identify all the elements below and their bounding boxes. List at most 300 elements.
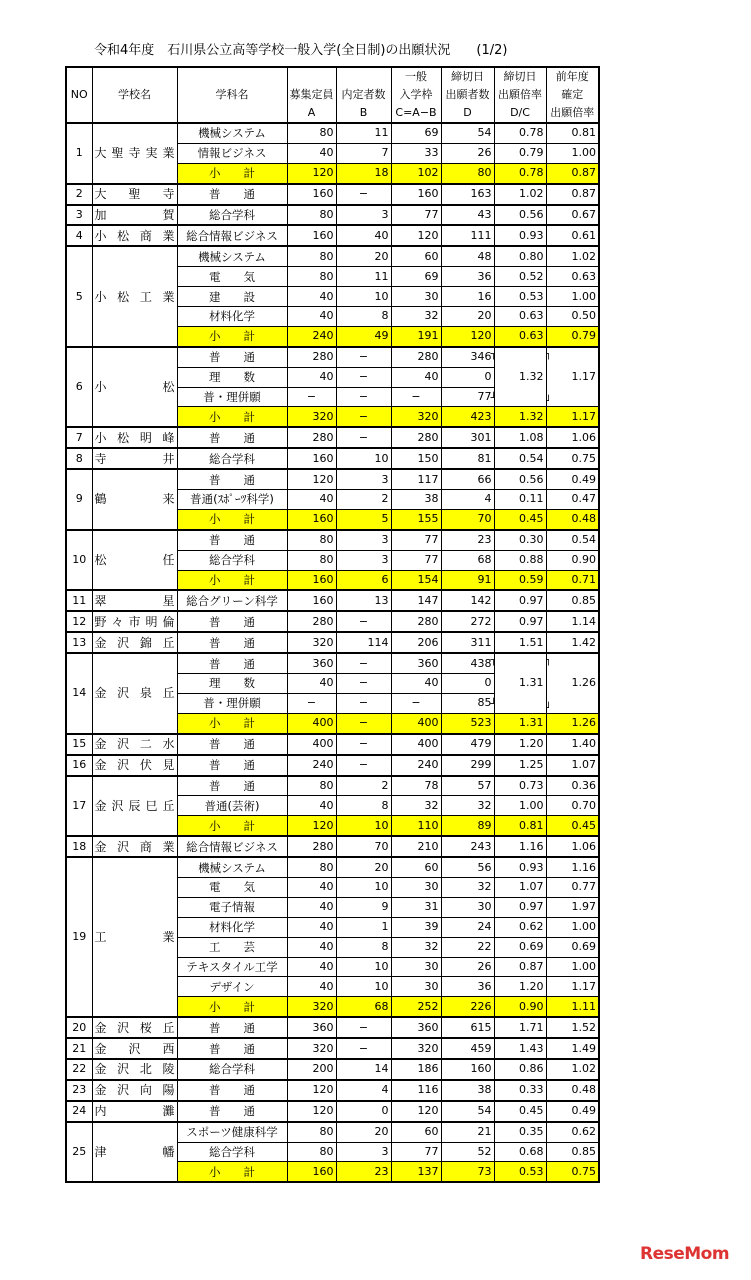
value-d: 73 bbox=[441, 1162, 494, 1182]
value-dc: 0.93 bbox=[494, 225, 546, 246]
value-d: 160 bbox=[441, 1059, 494, 1080]
value-a: 120 bbox=[287, 163, 336, 183]
school-group bbox=[66, 1038, 599, 1059]
school-number: 10 bbox=[66, 530, 92, 591]
department-name: スポーツ健康科学 bbox=[177, 1122, 287, 1142]
value-a: 360 bbox=[287, 653, 336, 673]
value-b: 5 bbox=[336, 509, 391, 529]
value-dc: 0.68 bbox=[494, 1142, 546, 1162]
header-d: 締切日 bbox=[441, 67, 494, 86]
school-group bbox=[66, 776, 599, 837]
value-prev: 0.63 bbox=[546, 267, 599, 287]
school-name: 小松明峰 bbox=[92, 427, 177, 448]
department-name: 普 通 bbox=[177, 632, 287, 653]
table-row bbox=[66, 1101, 599, 1122]
school-group bbox=[66, 1059, 599, 1080]
value-dc: 0.63 bbox=[494, 326, 546, 346]
table-row bbox=[66, 590, 599, 611]
value-d: 66 bbox=[441, 469, 494, 489]
value-c: − bbox=[391, 693, 441, 713]
value-c: 117 bbox=[391, 469, 441, 489]
merged-dc-cell: 1.32 bbox=[494, 347, 546, 407]
value-dc: 0.93 bbox=[494, 857, 546, 877]
value-dc: 0.35 bbox=[494, 1122, 546, 1142]
value-d: 615 bbox=[441, 1017, 494, 1038]
value-c: 160 bbox=[391, 184, 441, 205]
school-group bbox=[66, 530, 599, 591]
school-number: 21 bbox=[66, 1038, 92, 1059]
value-d: 54 bbox=[441, 123, 494, 143]
value-c: 400 bbox=[391, 734, 441, 755]
department-name: 総合グリーン科学 bbox=[177, 590, 287, 611]
value-d: 38 bbox=[441, 1080, 494, 1101]
value-a: 400 bbox=[287, 734, 336, 755]
value-prev: 1.07 bbox=[546, 755, 599, 776]
value-dc: 0.86 bbox=[494, 1059, 546, 1080]
value-prev: 0.87 bbox=[546, 163, 599, 183]
school-group bbox=[66, 590, 599, 611]
value-d: 26 bbox=[441, 143, 494, 163]
value-prev: 1.00 bbox=[546, 143, 599, 163]
value-c: 102 bbox=[391, 163, 441, 183]
value-a: 280 bbox=[287, 836, 336, 857]
value-c: 252 bbox=[391, 997, 441, 1017]
value-prev: 0.77 bbox=[546, 877, 599, 897]
value-c: 320 bbox=[391, 1038, 441, 1059]
value-a: 400 bbox=[287, 713, 336, 733]
table-header bbox=[66, 67, 599, 123]
value-b: − bbox=[336, 653, 391, 673]
subtotal-label: 小 計 bbox=[177, 997, 287, 1017]
value-c: 30 bbox=[391, 877, 441, 897]
value-c: 31 bbox=[391, 897, 441, 917]
value-prev: 0.48 bbox=[546, 509, 599, 529]
value-c: 186 bbox=[391, 1059, 441, 1080]
value-b: 8 bbox=[336, 307, 391, 327]
value-b: 10 bbox=[336, 287, 391, 307]
value-dc: 1.20 bbox=[494, 977, 546, 997]
department-name: 材料化学 bbox=[177, 307, 287, 327]
value-b: − bbox=[336, 427, 391, 448]
value-d: 142 bbox=[441, 590, 494, 611]
value-prev: 0.62 bbox=[546, 1122, 599, 1142]
value-c: 360 bbox=[391, 1017, 441, 1038]
value-dc: 0.88 bbox=[494, 550, 546, 570]
school-number: 11 bbox=[66, 590, 92, 611]
value-b: 49 bbox=[336, 326, 391, 346]
value-a: 40 bbox=[287, 490, 336, 510]
department-name: 普・理併願 bbox=[177, 387, 287, 407]
value-b: 68 bbox=[336, 997, 391, 1017]
school-group bbox=[66, 246, 599, 346]
value-prev: 0.70 bbox=[546, 796, 599, 816]
school-group bbox=[66, 611, 599, 632]
value-dc: 1.51 bbox=[494, 632, 546, 653]
header-a: A bbox=[287, 104, 336, 123]
value-prev: 1.42 bbox=[546, 632, 599, 653]
value-dc: 0.62 bbox=[494, 917, 546, 937]
school-number: 3 bbox=[66, 205, 92, 226]
department-name: 普・理併願 bbox=[177, 693, 287, 713]
value-c: 280 bbox=[391, 611, 441, 632]
value-a: 40 bbox=[287, 957, 336, 977]
value-a: 240 bbox=[287, 326, 336, 346]
value-dc: 0.54 bbox=[494, 448, 546, 469]
value-a: − bbox=[287, 387, 336, 407]
value-dc: 1.02 bbox=[494, 184, 546, 205]
value-d: 20 bbox=[441, 307, 494, 327]
value-b: 7 bbox=[336, 143, 391, 163]
department-name: デザイン bbox=[177, 977, 287, 997]
school-name: 松任 bbox=[92, 530, 177, 591]
value-d: 77 ┘ bbox=[441, 387, 494, 407]
table-row bbox=[66, 205, 599, 226]
header-prev: 確定 bbox=[546, 86, 599, 104]
school-number: 13 bbox=[66, 632, 92, 653]
school-name: 金沢商業 bbox=[92, 836, 177, 857]
school-name: 金沢泉丘 bbox=[92, 653, 177, 734]
department-name: 工 芸 bbox=[177, 937, 287, 957]
value-dc: 1.16 bbox=[494, 836, 546, 857]
value-c: 120 bbox=[391, 225, 441, 246]
value-prev: 0.75 bbox=[546, 1162, 599, 1182]
school-name: 大聖寺実業 bbox=[92, 123, 177, 184]
value-a: 160 bbox=[287, 570, 336, 590]
value-c: 33 bbox=[391, 143, 441, 163]
value-d: 56 bbox=[441, 857, 494, 877]
school-name: 野々市明倫 bbox=[92, 611, 177, 632]
school-group bbox=[66, 427, 599, 448]
value-a: 40 bbox=[287, 977, 336, 997]
value-prev: 1.06 bbox=[546, 427, 599, 448]
department-name: 電子情報 bbox=[177, 897, 287, 917]
value-dc: 0.80 bbox=[494, 246, 546, 266]
school-name: 金沢桜丘 bbox=[92, 1017, 177, 1038]
value-prev: 1.52 bbox=[546, 1017, 599, 1038]
value-c: 206 bbox=[391, 632, 441, 653]
value-prev: 1.17 bbox=[546, 977, 599, 997]
value-dc: 1.71 bbox=[494, 1017, 546, 1038]
value-c: 30 bbox=[391, 957, 441, 977]
header-a bbox=[287, 67, 336, 86]
department-name: 機械システム bbox=[177, 123, 287, 143]
value-b: 2 bbox=[336, 490, 391, 510]
value-b: 10 bbox=[336, 877, 391, 897]
value-c: 69 bbox=[391, 123, 441, 143]
value-prev: 1.00 bbox=[546, 917, 599, 937]
school-name: 津幡 bbox=[92, 1122, 177, 1183]
table-row bbox=[66, 123, 599, 143]
value-b: − bbox=[336, 611, 391, 632]
department-name: 総合学科 bbox=[177, 1142, 287, 1162]
value-dc: 0.78 bbox=[494, 163, 546, 183]
value-prev: 0.69 bbox=[546, 937, 599, 957]
department-name: 普 通 bbox=[177, 755, 287, 776]
school-group bbox=[66, 857, 599, 1017]
value-d: 301 bbox=[441, 427, 494, 448]
value-c: 155 bbox=[391, 509, 441, 529]
department-name: 普 通 bbox=[177, 427, 287, 448]
value-d: 32 bbox=[441, 877, 494, 897]
value-d: 0 bbox=[441, 367, 494, 387]
value-prev: 1.26 bbox=[546, 713, 599, 733]
department-name: 普 通 bbox=[177, 1038, 287, 1059]
school-name: 金沢西 bbox=[92, 1038, 177, 1059]
value-d: 91 bbox=[441, 570, 494, 590]
department-name: 機械システム bbox=[177, 246, 287, 266]
school-name: 小松 bbox=[92, 347, 177, 428]
value-dc: 0.45 bbox=[494, 509, 546, 529]
table-row bbox=[66, 857, 599, 877]
value-b: − bbox=[336, 693, 391, 713]
school-number: 22 bbox=[66, 1059, 92, 1080]
table-row bbox=[66, 776, 599, 796]
value-prev: 0.71 bbox=[546, 570, 599, 590]
value-b: 2 bbox=[336, 776, 391, 796]
value-a: 160 bbox=[287, 225, 336, 246]
value-a: 40 bbox=[287, 877, 336, 897]
value-d: 272 bbox=[441, 611, 494, 632]
value-d: 243 bbox=[441, 836, 494, 857]
school-group bbox=[66, 755, 599, 776]
value-dc: 0.90 bbox=[494, 997, 546, 1017]
logo-text: ReseMom bbox=[640, 1244, 730, 1264]
school-name: 内灘 bbox=[92, 1101, 177, 1122]
value-d: 70 bbox=[441, 509, 494, 529]
value-c: − bbox=[391, 387, 441, 407]
table-row bbox=[66, 469, 599, 489]
value-a: 40 bbox=[287, 897, 336, 917]
school-name: 加賀 bbox=[92, 205, 177, 226]
school-group bbox=[66, 1122, 599, 1183]
school-number: 16 bbox=[66, 755, 92, 776]
value-c: 191 bbox=[391, 326, 441, 346]
value-prev: 1.00 bbox=[546, 957, 599, 977]
value-prev: 0.85 bbox=[546, 590, 599, 611]
table-row bbox=[66, 1122, 599, 1142]
value-dc: 0.52 bbox=[494, 267, 546, 287]
table-row bbox=[66, 246, 599, 266]
school-number: 19 bbox=[66, 857, 92, 1017]
value-prev: 0.49 bbox=[546, 1101, 599, 1122]
value-b: − bbox=[336, 407, 391, 427]
header-b bbox=[336, 67, 391, 86]
value-b: 10 bbox=[336, 957, 391, 977]
value-a: 40 bbox=[287, 287, 336, 307]
school-name: 金沢向陽 bbox=[92, 1080, 177, 1101]
school-group bbox=[66, 653, 599, 734]
value-dc: 0.11 bbox=[494, 490, 546, 510]
school-name: 小松商業 bbox=[92, 225, 177, 246]
value-dc: 0.59 bbox=[494, 570, 546, 590]
value-d: 226 bbox=[441, 997, 494, 1017]
value-d: 423 bbox=[441, 407, 494, 427]
school-number: 2 bbox=[66, 184, 92, 205]
value-a: 40 bbox=[287, 674, 336, 694]
value-d: 346 ┐ bbox=[441, 347, 494, 367]
value-dc: 0.81 bbox=[494, 816, 546, 836]
school-name: 金沢伏見 bbox=[92, 755, 177, 776]
header-dept: 学科名 bbox=[177, 67, 287, 123]
department-name: 総合学科 bbox=[177, 1059, 287, 1080]
application-status-table bbox=[65, 66, 600, 1183]
value-a: 80 bbox=[287, 267, 336, 287]
value-dc: 0.78 bbox=[494, 123, 546, 143]
value-b: 10 bbox=[336, 448, 391, 469]
value-d: 26 bbox=[441, 957, 494, 977]
value-dc: 0.33 bbox=[494, 1080, 546, 1101]
value-b: 14 bbox=[336, 1059, 391, 1080]
table-row bbox=[66, 836, 599, 857]
department-name: 普 通 bbox=[177, 1080, 287, 1101]
header-d: D bbox=[441, 104, 494, 123]
school-name: 工業 bbox=[92, 857, 177, 1017]
value-c: 38 bbox=[391, 490, 441, 510]
school-group bbox=[66, 1080, 599, 1101]
document-title: 令和4年度 石川県公立高等学校一般入学(全日制)の出願状況 (1/2) bbox=[94, 43, 508, 58]
department-name: 総合学科 bbox=[177, 205, 287, 226]
department-name: 総合学科 bbox=[177, 448, 287, 469]
value-a: 80 bbox=[287, 530, 336, 550]
value-prev: 1.06 bbox=[546, 836, 599, 857]
value-a: 160 bbox=[287, 509, 336, 529]
value-a: 280 bbox=[287, 427, 336, 448]
value-a: 280 bbox=[287, 611, 336, 632]
value-prev: 0.36 bbox=[546, 776, 599, 796]
school-number: 25 bbox=[66, 1122, 92, 1183]
table-row bbox=[66, 1017, 599, 1038]
value-b: − bbox=[336, 347, 391, 367]
department-name: 総合情報ビジネス bbox=[177, 225, 287, 246]
school-group bbox=[66, 632, 599, 653]
school-number: 7 bbox=[66, 427, 92, 448]
school-group bbox=[66, 123, 599, 184]
school-number: 17 bbox=[66, 776, 92, 837]
school-group bbox=[66, 225, 599, 246]
school-number: 12 bbox=[66, 611, 92, 632]
value-a: − bbox=[287, 693, 336, 713]
department-name: 普 通 bbox=[177, 734, 287, 755]
school-name: 金沢錦丘 bbox=[92, 632, 177, 653]
department-name: 普 通 bbox=[177, 530, 287, 550]
value-d: 80 bbox=[441, 163, 494, 183]
merged-prev-cell: 1.17 bbox=[546, 347, 599, 407]
value-d: 36 bbox=[441, 977, 494, 997]
subtotal-label: 小 計 bbox=[177, 163, 287, 183]
value-b: 11 bbox=[336, 267, 391, 287]
value-c: 240 bbox=[391, 755, 441, 776]
value-dc: 0.53 bbox=[494, 287, 546, 307]
school-name: 鶴来 bbox=[92, 469, 177, 530]
merged-prev-cell: 1.26 bbox=[546, 653, 599, 713]
merged-dc-cell: 1.31 bbox=[494, 653, 546, 713]
header-prev: 出願倍率 bbox=[546, 104, 599, 123]
value-prev: 1.14 bbox=[546, 611, 599, 632]
school-group bbox=[66, 469, 599, 530]
value-a: 80 bbox=[287, 1122, 336, 1142]
value-a: 80 bbox=[287, 550, 336, 570]
value-c: 40 bbox=[391, 367, 441, 387]
value-a: 160 bbox=[287, 448, 336, 469]
value-c: 60 bbox=[391, 246, 441, 266]
value-b: 10 bbox=[336, 977, 391, 997]
value-b: 9 bbox=[336, 897, 391, 917]
department-name: 機械システム bbox=[177, 857, 287, 877]
table-row bbox=[66, 347, 599, 367]
department-name: 普 通 bbox=[177, 1101, 287, 1122]
value-prev: 1.11 bbox=[546, 997, 599, 1017]
value-prev: 0.50 bbox=[546, 307, 599, 327]
value-prev: 0.47 bbox=[546, 490, 599, 510]
value-c: 137 bbox=[391, 1162, 441, 1182]
table-row bbox=[66, 734, 599, 755]
value-b: 10 bbox=[336, 816, 391, 836]
value-prev: 0.90 bbox=[546, 550, 599, 570]
value-prev: 0.67 bbox=[546, 205, 599, 226]
value-a: 240 bbox=[287, 755, 336, 776]
value-prev: 1.02 bbox=[546, 1059, 599, 1080]
subtotal-label: 小 計 bbox=[177, 326, 287, 346]
value-dc: 1.07 bbox=[494, 877, 546, 897]
value-a: 280 bbox=[287, 347, 336, 367]
value-d: 299 bbox=[441, 755, 494, 776]
value-b: 20 bbox=[336, 1122, 391, 1142]
department-name: 電 気 bbox=[177, 267, 287, 287]
value-dc: 0.56 bbox=[494, 205, 546, 226]
header-b: 内定者数 bbox=[336, 86, 391, 104]
department-name: 理 数 bbox=[177, 674, 287, 694]
value-a: 160 bbox=[287, 590, 336, 611]
header-c: 一般 bbox=[391, 67, 441, 86]
table-row bbox=[66, 653, 599, 673]
value-dc: 0.45 bbox=[494, 1101, 546, 1122]
value-c: 150 bbox=[391, 448, 441, 469]
value-d: 523 bbox=[441, 713, 494, 733]
school-name: 寺井 bbox=[92, 448, 177, 469]
value-b: 3 bbox=[336, 1142, 391, 1162]
value-d: 438 ┐ bbox=[441, 653, 494, 673]
header-dc: D/C bbox=[494, 104, 546, 123]
value-d: 120 bbox=[441, 326, 494, 346]
value-prev: 0.85 bbox=[546, 1142, 599, 1162]
value-prev: 0.54 bbox=[546, 530, 599, 550]
department-name: 総合学科 bbox=[177, 550, 287, 570]
value-b: − bbox=[336, 734, 391, 755]
value-dc: 0.73 bbox=[494, 776, 546, 796]
value-c: 30 bbox=[391, 287, 441, 307]
value-b: 8 bbox=[336, 937, 391, 957]
value-d: 89 bbox=[441, 816, 494, 836]
school-number: 14 bbox=[66, 653, 92, 734]
header-dc: 締切日 bbox=[494, 67, 546, 86]
value-b: 20 bbox=[336, 857, 391, 877]
department-name: 普 通 bbox=[177, 469, 287, 489]
value-c: 77 bbox=[391, 550, 441, 570]
header-a: 募集定員 bbox=[287, 86, 336, 104]
value-c: 116 bbox=[391, 1080, 441, 1101]
value-c: 77 bbox=[391, 530, 441, 550]
value-a: 80 bbox=[287, 205, 336, 226]
value-a: 80 bbox=[287, 1142, 336, 1162]
value-prev: 1.00 bbox=[546, 287, 599, 307]
header-prev: 前年度 bbox=[546, 67, 599, 86]
school-number: 20 bbox=[66, 1017, 92, 1038]
school-number: 4 bbox=[66, 225, 92, 246]
value-b: 3 bbox=[336, 550, 391, 570]
value-d: 85 ┘ bbox=[441, 693, 494, 713]
school-group bbox=[66, 734, 599, 755]
value-d: 57 bbox=[441, 776, 494, 796]
